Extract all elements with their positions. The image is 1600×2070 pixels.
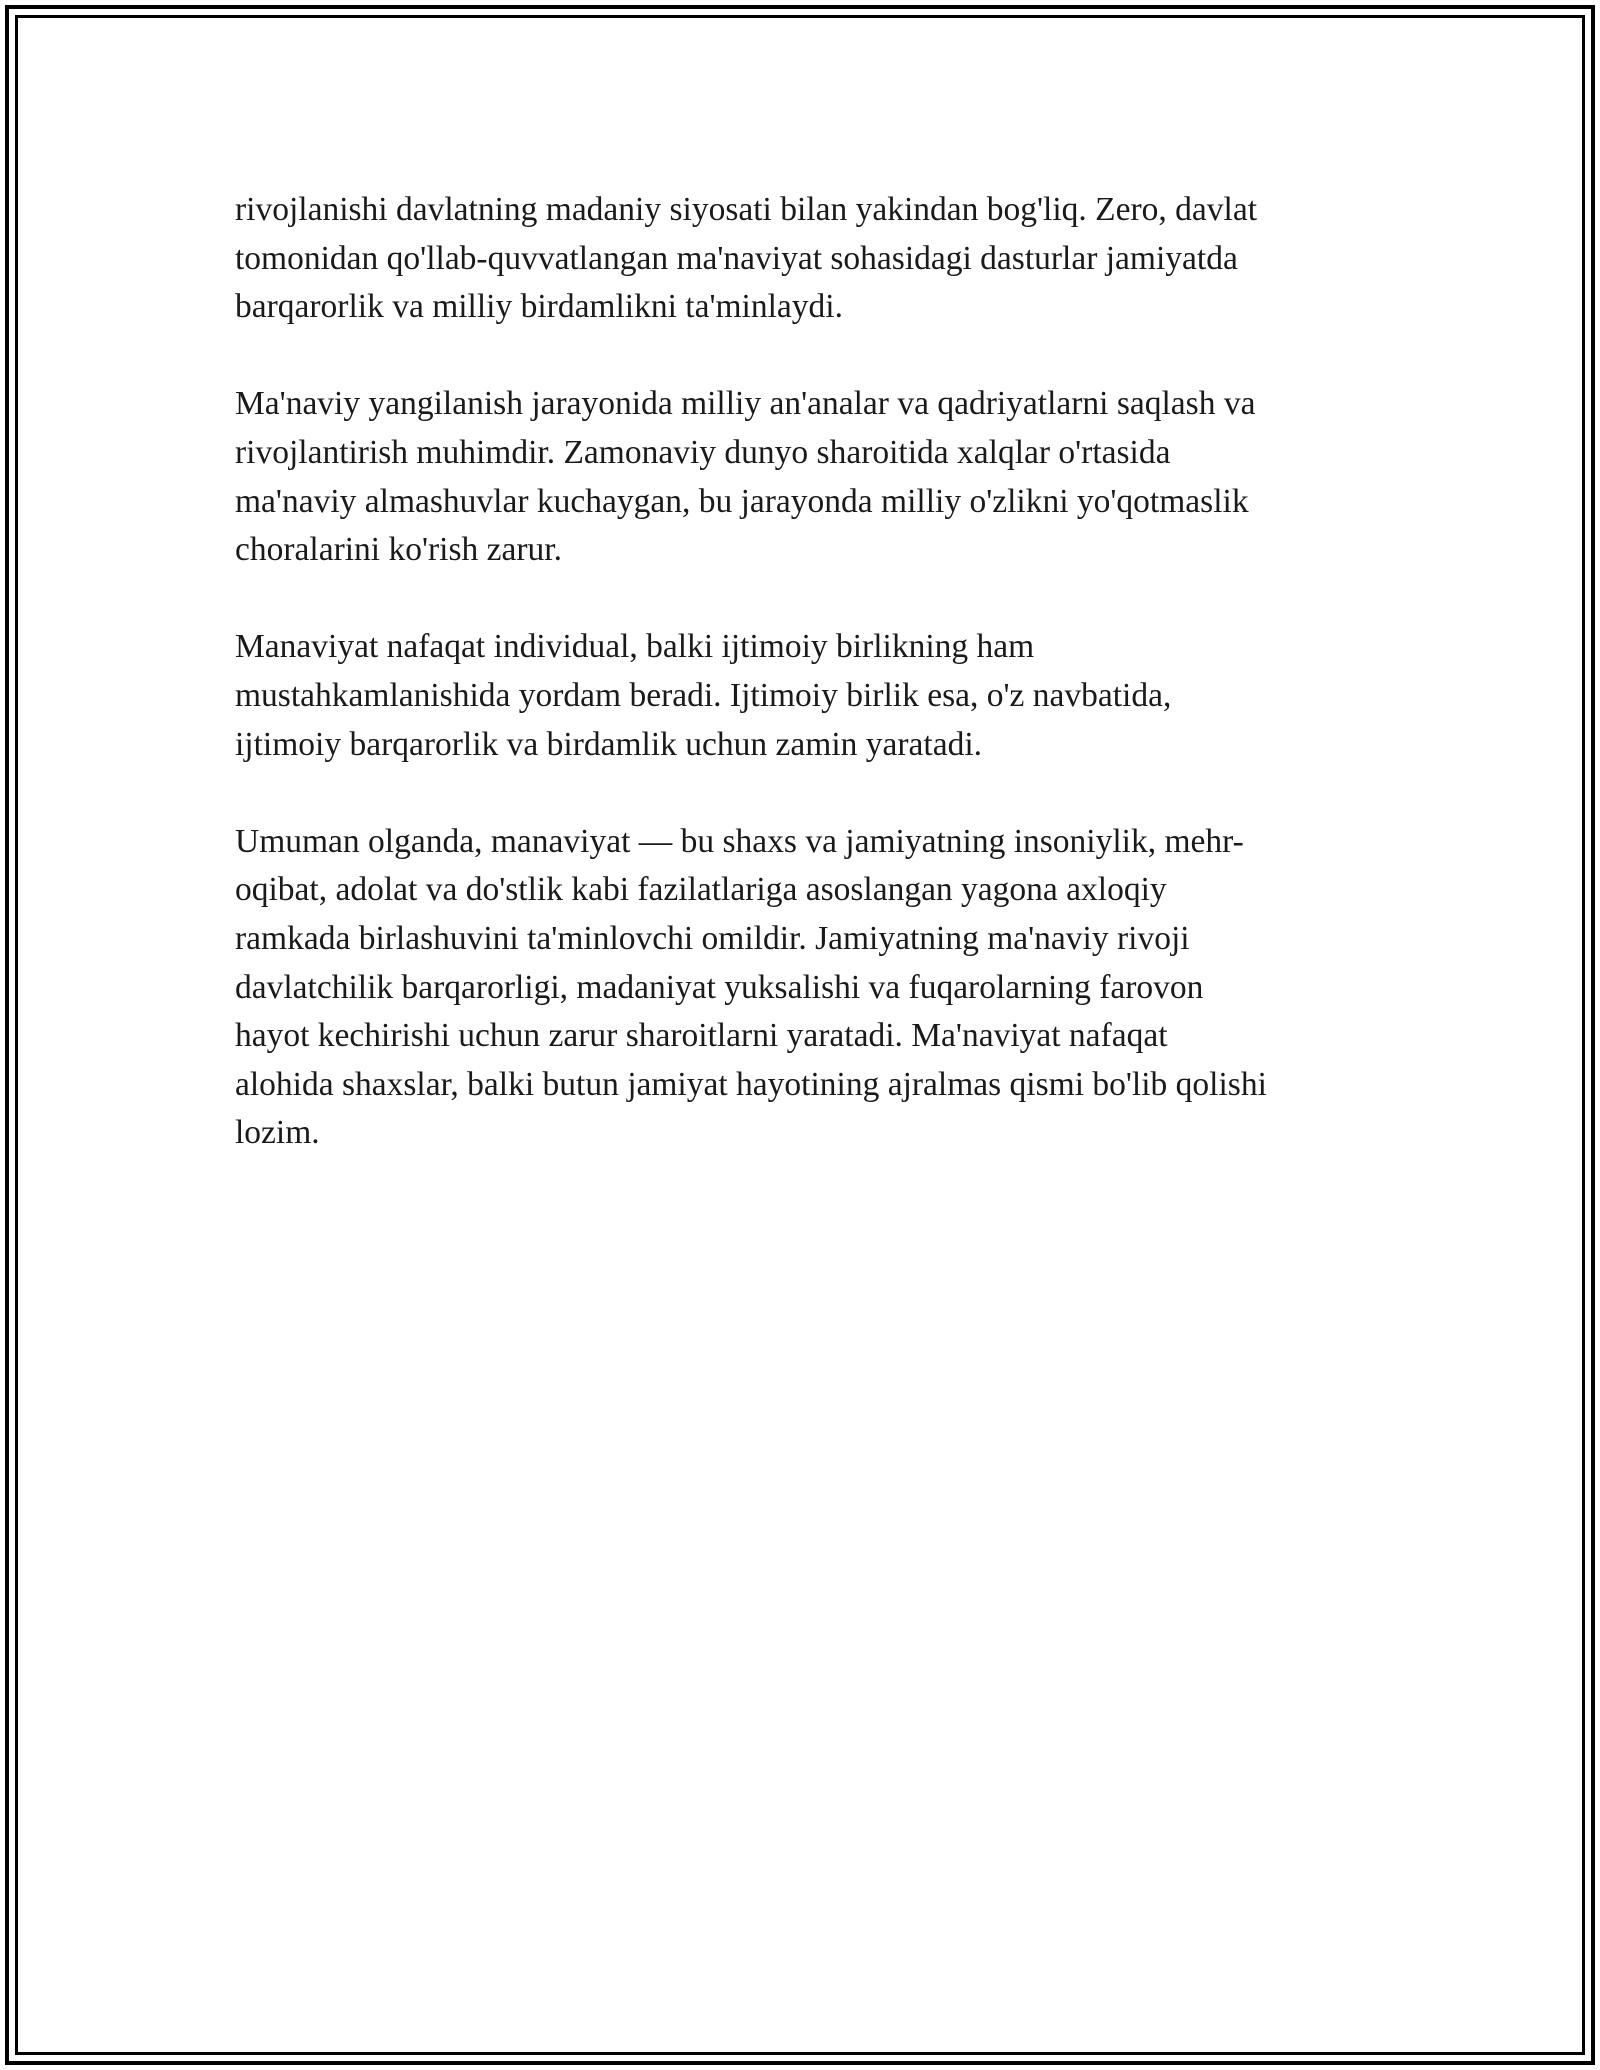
document-body [235, 186, 1385, 1206]
paragraph-1: rivojlanishi davlatning madaniy siyosati bilan yakindan bog'liq. Zero, davlat tomonidan qo'llab-quvvatlangan ma'naviyat sohasidagi dasturlar jamiyatda barqarorlik va milliy birdamlikni ta'minlaydi. [235, 191, 1257, 326]
paragraph-3: Manaviyat nafaqat individual, balki ijtimoiy birlikning ham mustahkamlanishida yordam beradi. Ijtimoiy birlik esa, o'z navbatida, ijtimoiy barqarorlik va birdamlik uchun zamin yaratadi. [235, 628, 1172, 763]
paragraph-4: Umuman olganda, manaviyat — bu shaxs va jamiyatning insoniylik, mehr- oqibat, adolat va do'stlik kabi fazilatlariga asoslangan yagona axloqiy ramkada birlashuvini ta'minlovchi omildir. Jamiyatning ma'naviy rivoji davlatchilik barqarorligi, madaniyat yuksalishi va fuqarolarning farovon hayot kechirishi uchun zarur sharoitlarni yaratadi. Ma'naviyat nafaqat alohida shaxslar, balki butun jamiyat hayotining ajralmas qismi bo'lib qolishi lozim. [235, 822, 1267, 1152]
paragraph-2: Ma'naviy yangilanish jarayonida milliy an'analar va qadriyatlarni saqlash va rivojlantirish muhimdir. Zamonaviy dunyo sharoitida xalqlar o'rtasida ma'naviy almashuvlar kuchaygan, bu jarayonda milliy o'zlikni yo'qotmaslik choralarini ko'rish zarur. [235, 385, 1256, 569]
